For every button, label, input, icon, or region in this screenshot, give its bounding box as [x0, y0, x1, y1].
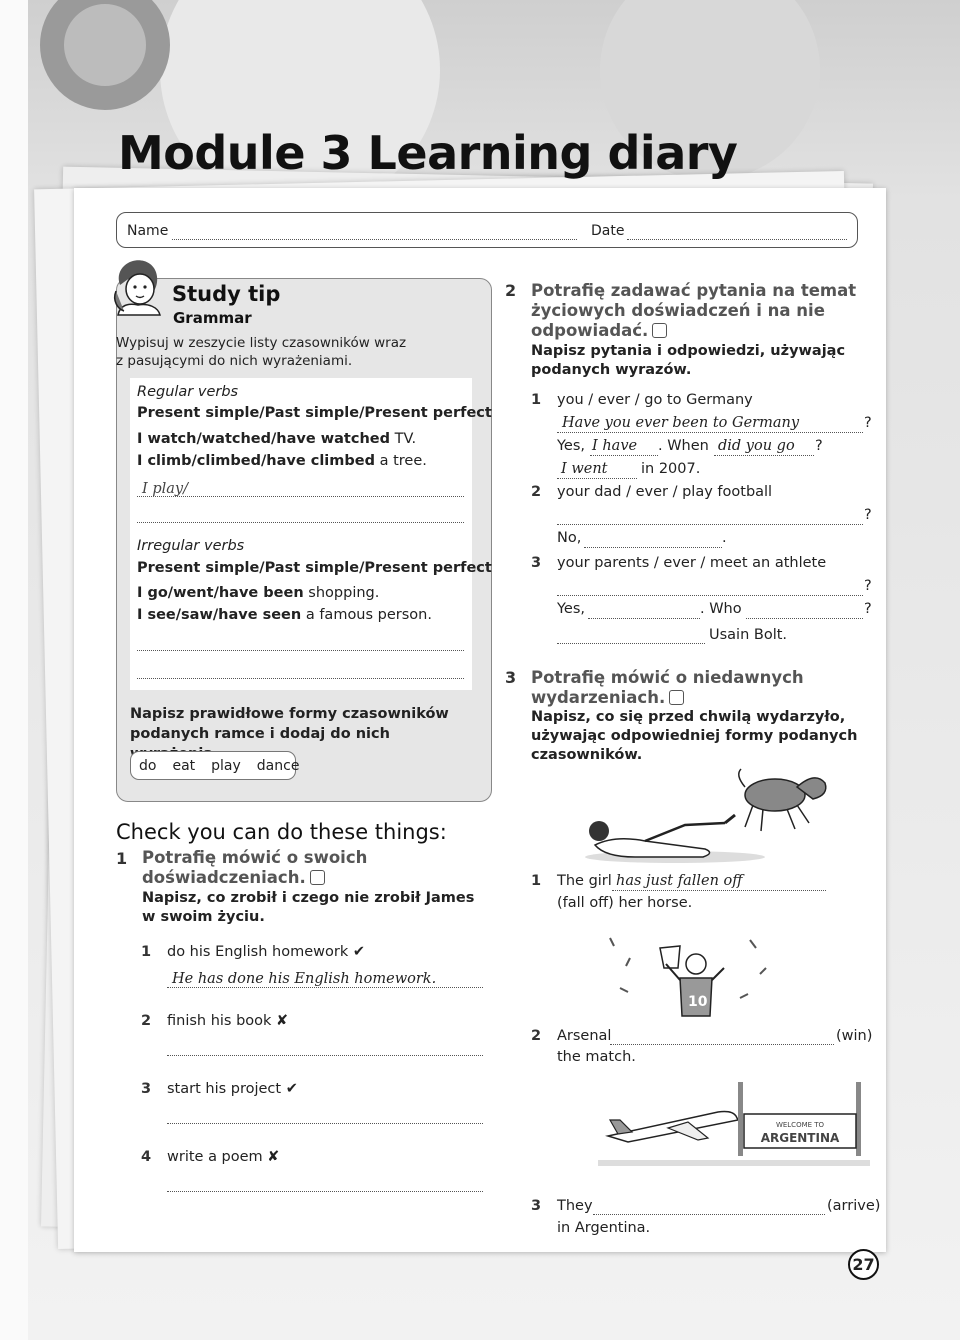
answer-line[interactable] — [557, 643, 705, 644]
item-prompt: They — [557, 1198, 593, 1214]
regular-example-2 — [137, 453, 427, 469]
verb-list-panel — [130, 378, 472, 690]
page-title: Module 3 Learning diary — [118, 126, 738, 180]
item-number: 2 — [531, 484, 542, 500]
title-line — [142, 868, 367, 888]
checkbox-icon[interactable] — [669, 690, 684, 705]
name-label: Name — [127, 223, 169, 239]
answer-line[interactable] — [746, 618, 863, 619]
word: play — [211, 757, 241, 774]
instruction-line: Napisz, co zrobił i czego nie zrobił James — [142, 890, 475, 906]
instruction-line: w swoim życiu. — [142, 909, 265, 925]
handwritten-answer: I went — [561, 461, 608, 477]
question-mark: ? — [864, 578, 872, 594]
irregular-example-2 — [137, 607, 432, 623]
title-line — [531, 688, 804, 708]
study-tip-instruction — [116, 334, 416, 370]
item-number: 3 — [531, 1198, 542, 1214]
page-number: 27 — [848, 1249, 879, 1280]
question-mark: ? — [864, 415, 872, 431]
checkbox-icon[interactable] — [310, 870, 325, 885]
instruction-line: czasowników. — [531, 747, 643, 763]
answer-line[interactable] — [584, 547, 722, 548]
item-prompt: do his English homework ✔ — [167, 944, 365, 960]
item-prompt: start his project ✔ — [167, 1081, 298, 1097]
answer-line[interactable] — [137, 650, 464, 651]
title-text: odpowiadać. — [531, 321, 649, 340]
study-tip-subtitle: Grammar — [173, 309, 252, 327]
item-number: 1 — [141, 944, 152, 960]
verb-hint: (win) — [836, 1028, 873, 1044]
sign-country: ARGENTINA — [760, 1131, 840, 1145]
yes-label: Yes, — [557, 438, 586, 454]
word: eat — [172, 757, 196, 774]
verb-forms: I watch/watched/have watched — [137, 431, 390, 447]
section-number: 2 — [505, 281, 517, 300]
answer-line[interactable] — [167, 1191, 483, 1192]
item-prompt: finish his book ✘ — [167, 1013, 289, 1029]
question-mark: ? — [864, 507, 872, 523]
yes-label: Yes, — [557, 601, 586, 617]
phrase: TV. — [390, 431, 417, 447]
usain-text: Usain Bolt. — [709, 627, 788, 643]
girl-icon — [108, 255, 168, 317]
when-label: . When — [658, 438, 709, 454]
regular-example-1 — [137, 431, 416, 447]
answer-line[interactable] — [137, 496, 464, 497]
regular-verbs-heading: Regular verbs — [137, 384, 239, 400]
checkbox-icon[interactable] — [652, 323, 667, 338]
year-text: in 2007. — [641, 461, 701, 477]
answer-line[interactable] — [610, 1044, 834, 1045]
title-text: wydarzeniach. — [531, 688, 666, 707]
item-number: 2 — [531, 1028, 542, 1044]
title-line: Potrafię zadawać pytania na temat — [531, 281, 857, 300]
item-number: 1 — [531, 873, 542, 889]
section-number: 3 — [505, 668, 517, 687]
handwritten-answer: I have — [592, 438, 638, 454]
check-title: Check you can do these things: — [116, 820, 447, 844]
section-2-title — [531, 281, 856, 341]
verb-hint: (arrive) — [827, 1198, 881, 1214]
answer-line[interactable] — [590, 455, 658, 456]
task-line: podanych ramce i dodaj do nich — [130, 726, 390, 742]
item-number: 1 — [531, 392, 542, 408]
item-number: 3 — [141, 1081, 152, 1097]
item-prompt: your dad / ever / play football — [557, 484, 773, 500]
item-number: 3 — [531, 555, 542, 571]
answer-line[interactable] — [557, 478, 637, 479]
answer-line[interactable] — [588, 618, 700, 619]
handwritten-answer: did you go — [718, 438, 795, 454]
word-box — [130, 751, 300, 780]
celebration-illustration — [600, 928, 780, 1020]
answer-line[interactable] — [557, 595, 863, 596]
instruction-line: używając odpowiedniej formy podanych — [531, 728, 858, 744]
verb-forms: I see/saw/have seen — [137, 607, 302, 623]
instruction-line: z pasującymi do nich wyrażeniami. — [116, 353, 353, 369]
item-prompt: The girl — [557, 873, 612, 889]
regular-tenses: Present simple/Past simple/Present perfect — [137, 405, 492, 421]
item-prompt: write a poem ✘ — [167, 1149, 280, 1165]
verb-forms: I climb/climbed/have climbed — [137, 453, 375, 469]
handwritten-answer: I play/ — [142, 481, 188, 497]
airport-illustration — [598, 1076, 870, 1186]
period: . — [722, 530, 727, 546]
title-line — [531, 321, 856, 341]
study-tip-title: Study tip — [172, 282, 281, 306]
word: do — [139, 757, 157, 774]
phrase: shopping. — [303, 585, 380, 601]
title-line: życiowych doświadczeń i na nie — [531, 301, 825, 320]
phrase: a famous person. — [301, 607, 432, 623]
item-prompt: you / ever / go to Germany — [557, 392, 753, 408]
question-mark: ? — [815, 438, 823, 454]
handwritten-answer: He has done his English homework. — [172, 971, 437, 987]
section-1-title — [142, 848, 367, 888]
item-continuation: in Argentina. — [557, 1220, 651, 1236]
handwritten-answer: has just fallen off — [616, 873, 743, 889]
answer-line[interactable] — [137, 522, 464, 523]
name-field[interactable] — [172, 239, 577, 240]
title-text: doświadczeniach. — [142, 868, 306, 887]
name-date-bar — [116, 212, 858, 248]
verb-hint: (fall off) her horse. — [557, 895, 693, 911]
irregular-verbs-heading: Irregular verbs — [137, 538, 245, 554]
item-prompt: Arsenal — [557, 1028, 612, 1044]
sign-welcome: WELCOME TO — [775, 1121, 825, 1129]
answer-line[interactable] — [557, 432, 863, 433]
section-1-instruction — [142, 889, 474, 927]
answer-line[interactable] — [593, 1214, 825, 1215]
item-prompt: your parents / ever / meet an athlete — [557, 555, 827, 571]
question-mark: ? — [864, 601, 872, 617]
instruction-line: Napisz, co się przed chwilą wydarzyło, — [531, 709, 846, 725]
date-label: Date — [591, 223, 625, 239]
answer-line[interactable] — [714, 455, 814, 456]
phrase: a tree. — [374, 453, 427, 469]
answer-line[interactable] — [167, 987, 483, 988]
irregular-tenses: Present simple/Past simple/Present perfect — [137, 560, 492, 576]
section-3-instruction — [531, 708, 857, 765]
fallen-rider-illustration — [575, 765, 835, 865]
handwritten-answer: Have you ever been to Germany — [562, 415, 800, 431]
answer-line[interactable] — [167, 1055, 483, 1056]
item-number: 4 — [141, 1149, 152, 1165]
section-3-title — [531, 668, 804, 708]
instruction-line: Napisz pytania i odpowiedzi, używając — [531, 343, 846, 359]
item-continuation: the match. — [557, 1049, 636, 1065]
answer-line[interactable] — [557, 524, 863, 525]
irregular-example-1 — [137, 585, 379, 601]
word: dance — [256, 757, 300, 774]
verb-forms: I go/went/have been — [137, 585, 304, 601]
item-number: 2 — [141, 1013, 152, 1029]
section-number: 1 — [116, 849, 128, 868]
shirt-number: 10 — [688, 994, 708, 1010]
title-line: Potrafię mówić o niedawnych — [531, 668, 804, 687]
answer-line[interactable] — [612, 890, 826, 891]
instruction-line: Wypisuj w zeszycie listy czasowników wraz — [116, 335, 407, 351]
answer-line[interactable] — [137, 678, 464, 679]
section-2-instruction — [531, 342, 845, 380]
date-field[interactable] — [627, 239, 847, 240]
who-label: . Who — [700, 601, 742, 617]
no-label: No, — [557, 530, 582, 546]
task-line: Napisz prawidłowe formy czasowników — [130, 706, 449, 722]
instruction-line: podanych wyrazów. — [531, 362, 692, 378]
title-line: Potrafię mówić o swoich — [142, 848, 368, 867]
answer-line[interactable] — [167, 1123, 483, 1124]
